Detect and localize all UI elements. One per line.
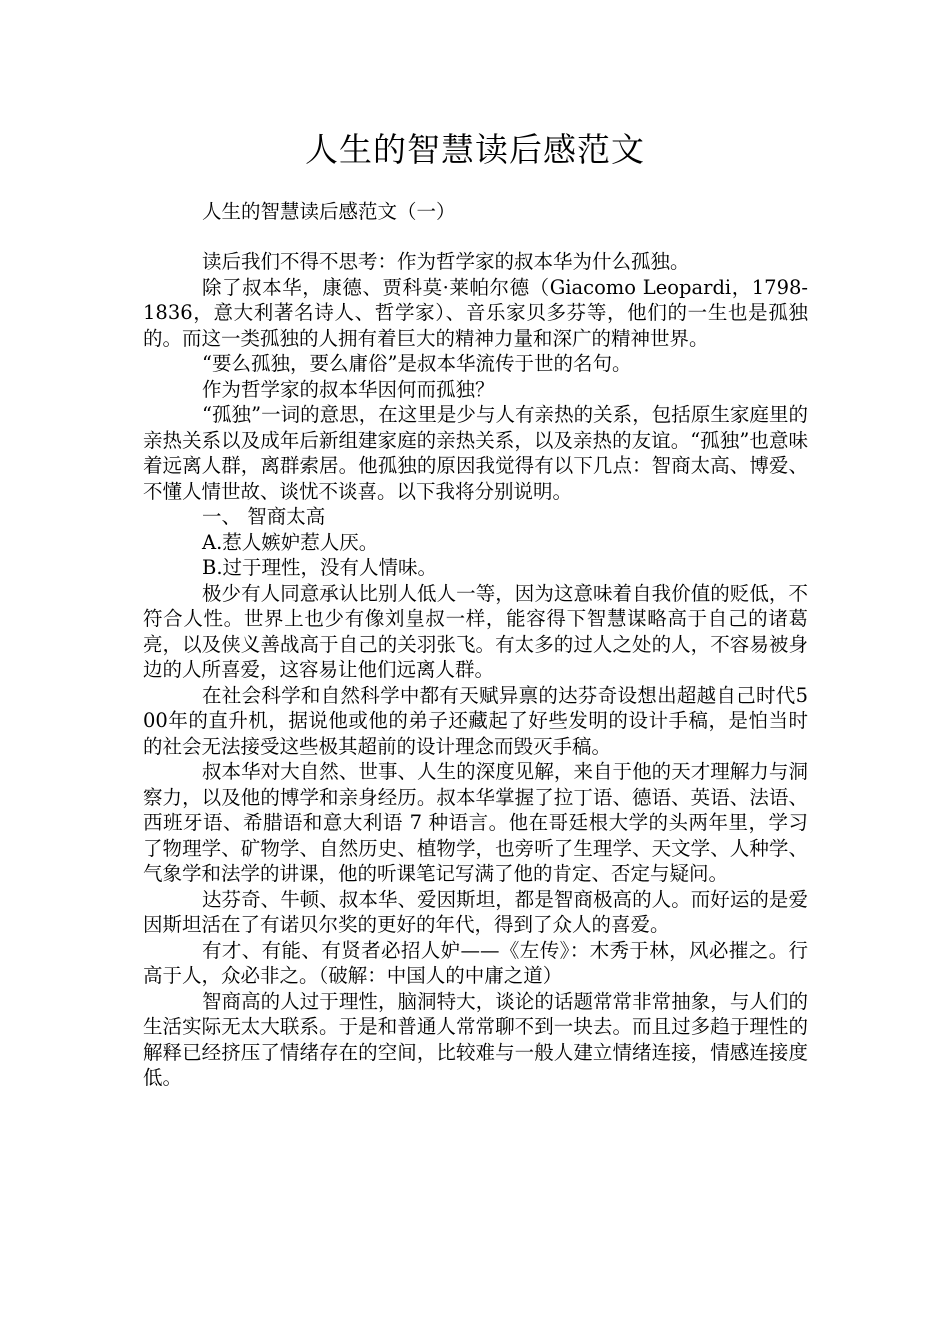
paragraph-1: 读后我们不得不思考：作为哲学家的叔本华为什么孤独。 (202, 250, 690, 273)
document-title: 人生的智慧读后感范文 (305, 130, 645, 169)
list-item-a: A.惹人嫉妒惹人厌。 (202, 530, 379, 554)
document-body (143, 249, 808, 1091)
paragraph-6: 极少有人同意承认比别人低人一等，因为这意味着自我价值的贬低，不符合人性。世界上也少有像刘皇叔一样，能容得下智慧谋略高于自己的诸葛亮，以及侠义善战高于自己的关羽张飞。有太多的过人之处的人，不容易被身边的人所喜爱，这容易让他们远离人群。 (143, 581, 808, 681)
paragraph-4: 作为哲学家的叔本华因何而孤独？ (202, 377, 495, 401)
paragraph-8: 叔本华对大自然、世事、人生的深度见解，来自于他的天才理解力与洞察力，以及他的博学和亲身经历。叔本华掌握了拉丁语、德语、英语、法语、西班牙语、希腊语和意大利语 7 种语言。他在哥廷根大学的头两年里，学习了物理学、矿物学、自然历史、植物学，也旁听了生理学、天文学、人种学、气象学和法学的讲课，他的听课笔记写满了他的肯定、否定与疑问。 (143, 760, 808, 885)
paragraph-11: 智商高的人过于理性，脑洞特大，谈论的话题常常非常抽象，与人们的生活实际无太大联系。于是和普通人常常聊不到一块去。而且过多趋于理性的解释已经挤压了情绪存在的空间，比较难与一般人建立情绪连接，情感连接度低。 (143, 989, 808, 1089)
list-item-b: B.过于理性，没有人情味。 (202, 556, 438, 579)
section-heading: 人生的智慧读后感范文（一） (202, 200, 456, 223)
list-heading-1: 一、 智商太高 (202, 505, 326, 528)
paragraph-3: “要么孤独，要么庸俗”是叔本华流传于世的名句。 (202, 352, 632, 375)
paragraph-5: “孤独”一词的意思，在这里是少与人有亲热的关系，包括原生家庭里的亲热关系以及成年后新组建家庭的亲热关系，以及亲热的友谊。“孤独”也意味着远离人群，离群索居。他孤独的原因我觉得有以下几点：智商太高、博爱、不懂人情世故、谈忧不谈喜。以下我将分别说明。 (143, 403, 808, 503)
paragraph-9: 达芬奇、牛顿、叔本华、爱因斯坦，都是智商极高的人。而好运的是爱因斯坦活在了有诺贝尔奖的更好的年代，得到了众人的喜爱。 (143, 887, 808, 936)
paragraph-2: 除了叔本华，康德、贾科莫·莱帕尔德（Giacomo Leopardi，1798-1836，意大利著名诗人、哲学家）、音乐家贝多芬等，他们的一生也是孤独的。而这一类孤独的人拥有着巨大的精神力量和深广的精神世界。 (143, 275, 808, 350)
paragraph-10: 有才、有能、有贤者必招人妒——《左传》：木秀于林，风必摧之。行高于人，众必非之。（破解：中国人的中庸之道） (143, 938, 808, 987)
paragraph-7: 在社会科学和自然科学中都有天赋异禀的达芬奇设想出超越自己时代500年的直升机，据说他或他的弟子还藏起了好些发明的设计手稿，是怕当时的社会无法接受这些极其超前的设计理念而毁灭手稿。 (143, 683, 808, 758)
